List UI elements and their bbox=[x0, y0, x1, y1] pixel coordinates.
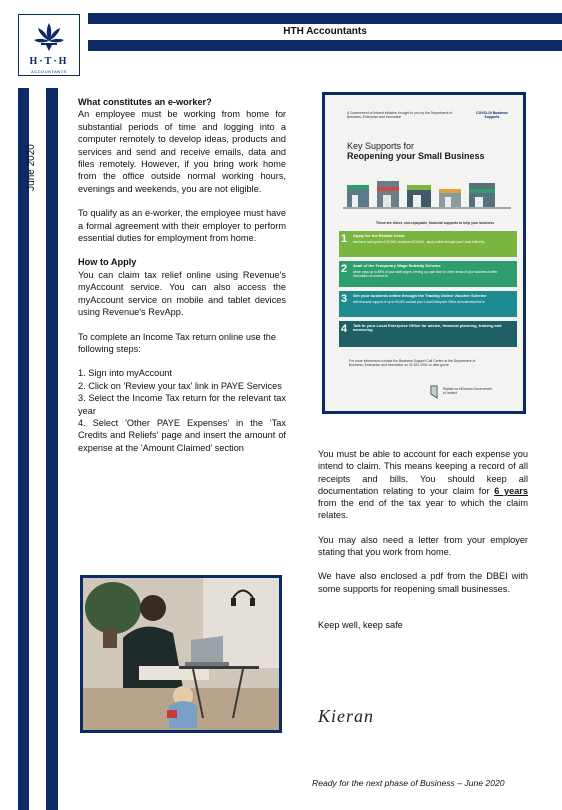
step-item: 4. Select 'Other PAYE Expenses' in the 'Tax Credits and Reliefs' page and insert the amount of expense at the 'Amount Claimed' section bbox=[78, 417, 286, 453]
poster-title-line2: Reopening your Small Business bbox=[347, 151, 485, 161]
step-item: 3. Select the Income Tax return for the relevant tax year bbox=[78, 393, 286, 416]
footer-text: Ready for the next phase of Business – June 2020 bbox=[312, 778, 505, 788]
support-item-1: 1 Apply for the Restart Grant minimum cash grant of €2,000, maximum €10,000 - apply online through your Local Authority bbox=[339, 231, 517, 257]
date-label: June 2020 bbox=[25, 144, 37, 191]
apply-heading: How to Apply bbox=[78, 257, 137, 268]
header-bar-bottom bbox=[88, 40, 562, 51]
work-from-home-photo bbox=[80, 575, 282, 733]
left-column bbox=[78, 96, 286, 454]
poster-title bbox=[347, 141, 485, 161]
qualify-paragraph: To qualify as an e-worker, the employee must have a formal agreement with their employer to perform essential duties for employment from home. bbox=[78, 208, 286, 244]
support-item-2: 2 Avail of the Temporary Wage Subsidy Scheme which pays up to 85% of your staff wages, freeing up cash flow for other areas of your business further information at revenue.ie bbox=[339, 261, 517, 287]
poster-intro: These are direct, non-repayable, financial supports to help your business bbox=[375, 221, 495, 225]
support-item-4: 4 Talk to your Local Enterprise Office for advice, financial planning, training and mentoring bbox=[339, 321, 517, 347]
hth-logo bbox=[18, 14, 80, 76]
support-item-3: 3 Get your business online through the Trading Online Voucher Scheme with financial support of up to €5,000 contact your Local Enterprise Office at localenterprise.ie bbox=[339, 291, 517, 317]
step-item: 1. Sign into myAccount bbox=[78, 368, 172, 379]
apply-paragraph: You can claim tax relief online using Revenue's myAccount service. You can also access the myAccount service on mobile and tablet devices using Revenue's RevApp. bbox=[78, 269, 286, 318]
sign-off: Keep well, keep safe bbox=[318, 619, 403, 630]
letter-paragraph: You may also need a letter from your employer stating that you work from home. bbox=[318, 534, 528, 558]
dbei-poster bbox=[322, 92, 526, 414]
right-column bbox=[318, 448, 528, 631]
poster-title-line1: Key Supports for bbox=[347, 141, 415, 151]
poster-gov: Rialtas na hÉireann Government of Ireland bbox=[443, 387, 493, 395]
records-paragraph: You must be able to account for each expense you intend to claim. This means keeping a record of all receipts and bills. You should keep all documentation relating to your claim for 6 years from the end of the tax year to which the claim relates. bbox=[318, 449, 528, 521]
photo-illustration bbox=[83, 578, 279, 730]
enclosed-paragraph: We have also enclosed a pdf from the DBEI with some supports for reopening small businesses. bbox=[318, 571, 528, 594]
harp-icon bbox=[429, 385, 439, 399]
logo-text: H·T·H bbox=[29, 56, 69, 67]
logo-subtext: ACCOUNTANTS bbox=[31, 69, 67, 74]
eworker-heading: What constitutes an e-worker? bbox=[78, 97, 212, 107]
poster-badge: COVID-19 Business Supports bbox=[476, 111, 508, 119]
six-years: 6 years bbox=[494, 485, 528, 496]
header-bar-top bbox=[88, 13, 562, 24]
eworker-paragraph: An employee must be working from home for substantial periods of time and logging into a computer remotely to develop ideas, products and services and send and receive emails, data and files remotely. However, if you bring work home from the office outside normal working hours, evenings and weekends, you are not eligible. bbox=[78, 109, 286, 194]
steps-intro: To complete an Income Tax return online use the following steps: bbox=[78, 331, 276, 354]
page-title: HTH Accountants bbox=[283, 26, 367, 37]
step-item: 2. Click on 'Review your tax' link in PAYE Services bbox=[78, 380, 282, 391]
lily-icon bbox=[19, 15, 79, 57]
signature: Kieran bbox=[318, 706, 375, 726]
shops-illustration bbox=[343, 175, 511, 211]
poster-initiative: A Government of Ireland initiative brought to you by the Department of Business, Enterprise and Innovation bbox=[347, 111, 453, 119]
vertical-date bbox=[18, 140, 58, 200]
poster-contact: For more information contact the Business Support Call Centre at the Department of Business, Enterprise and Innovation on 01 631 2002 or dbei.gov.ie bbox=[349, 359, 476, 367]
